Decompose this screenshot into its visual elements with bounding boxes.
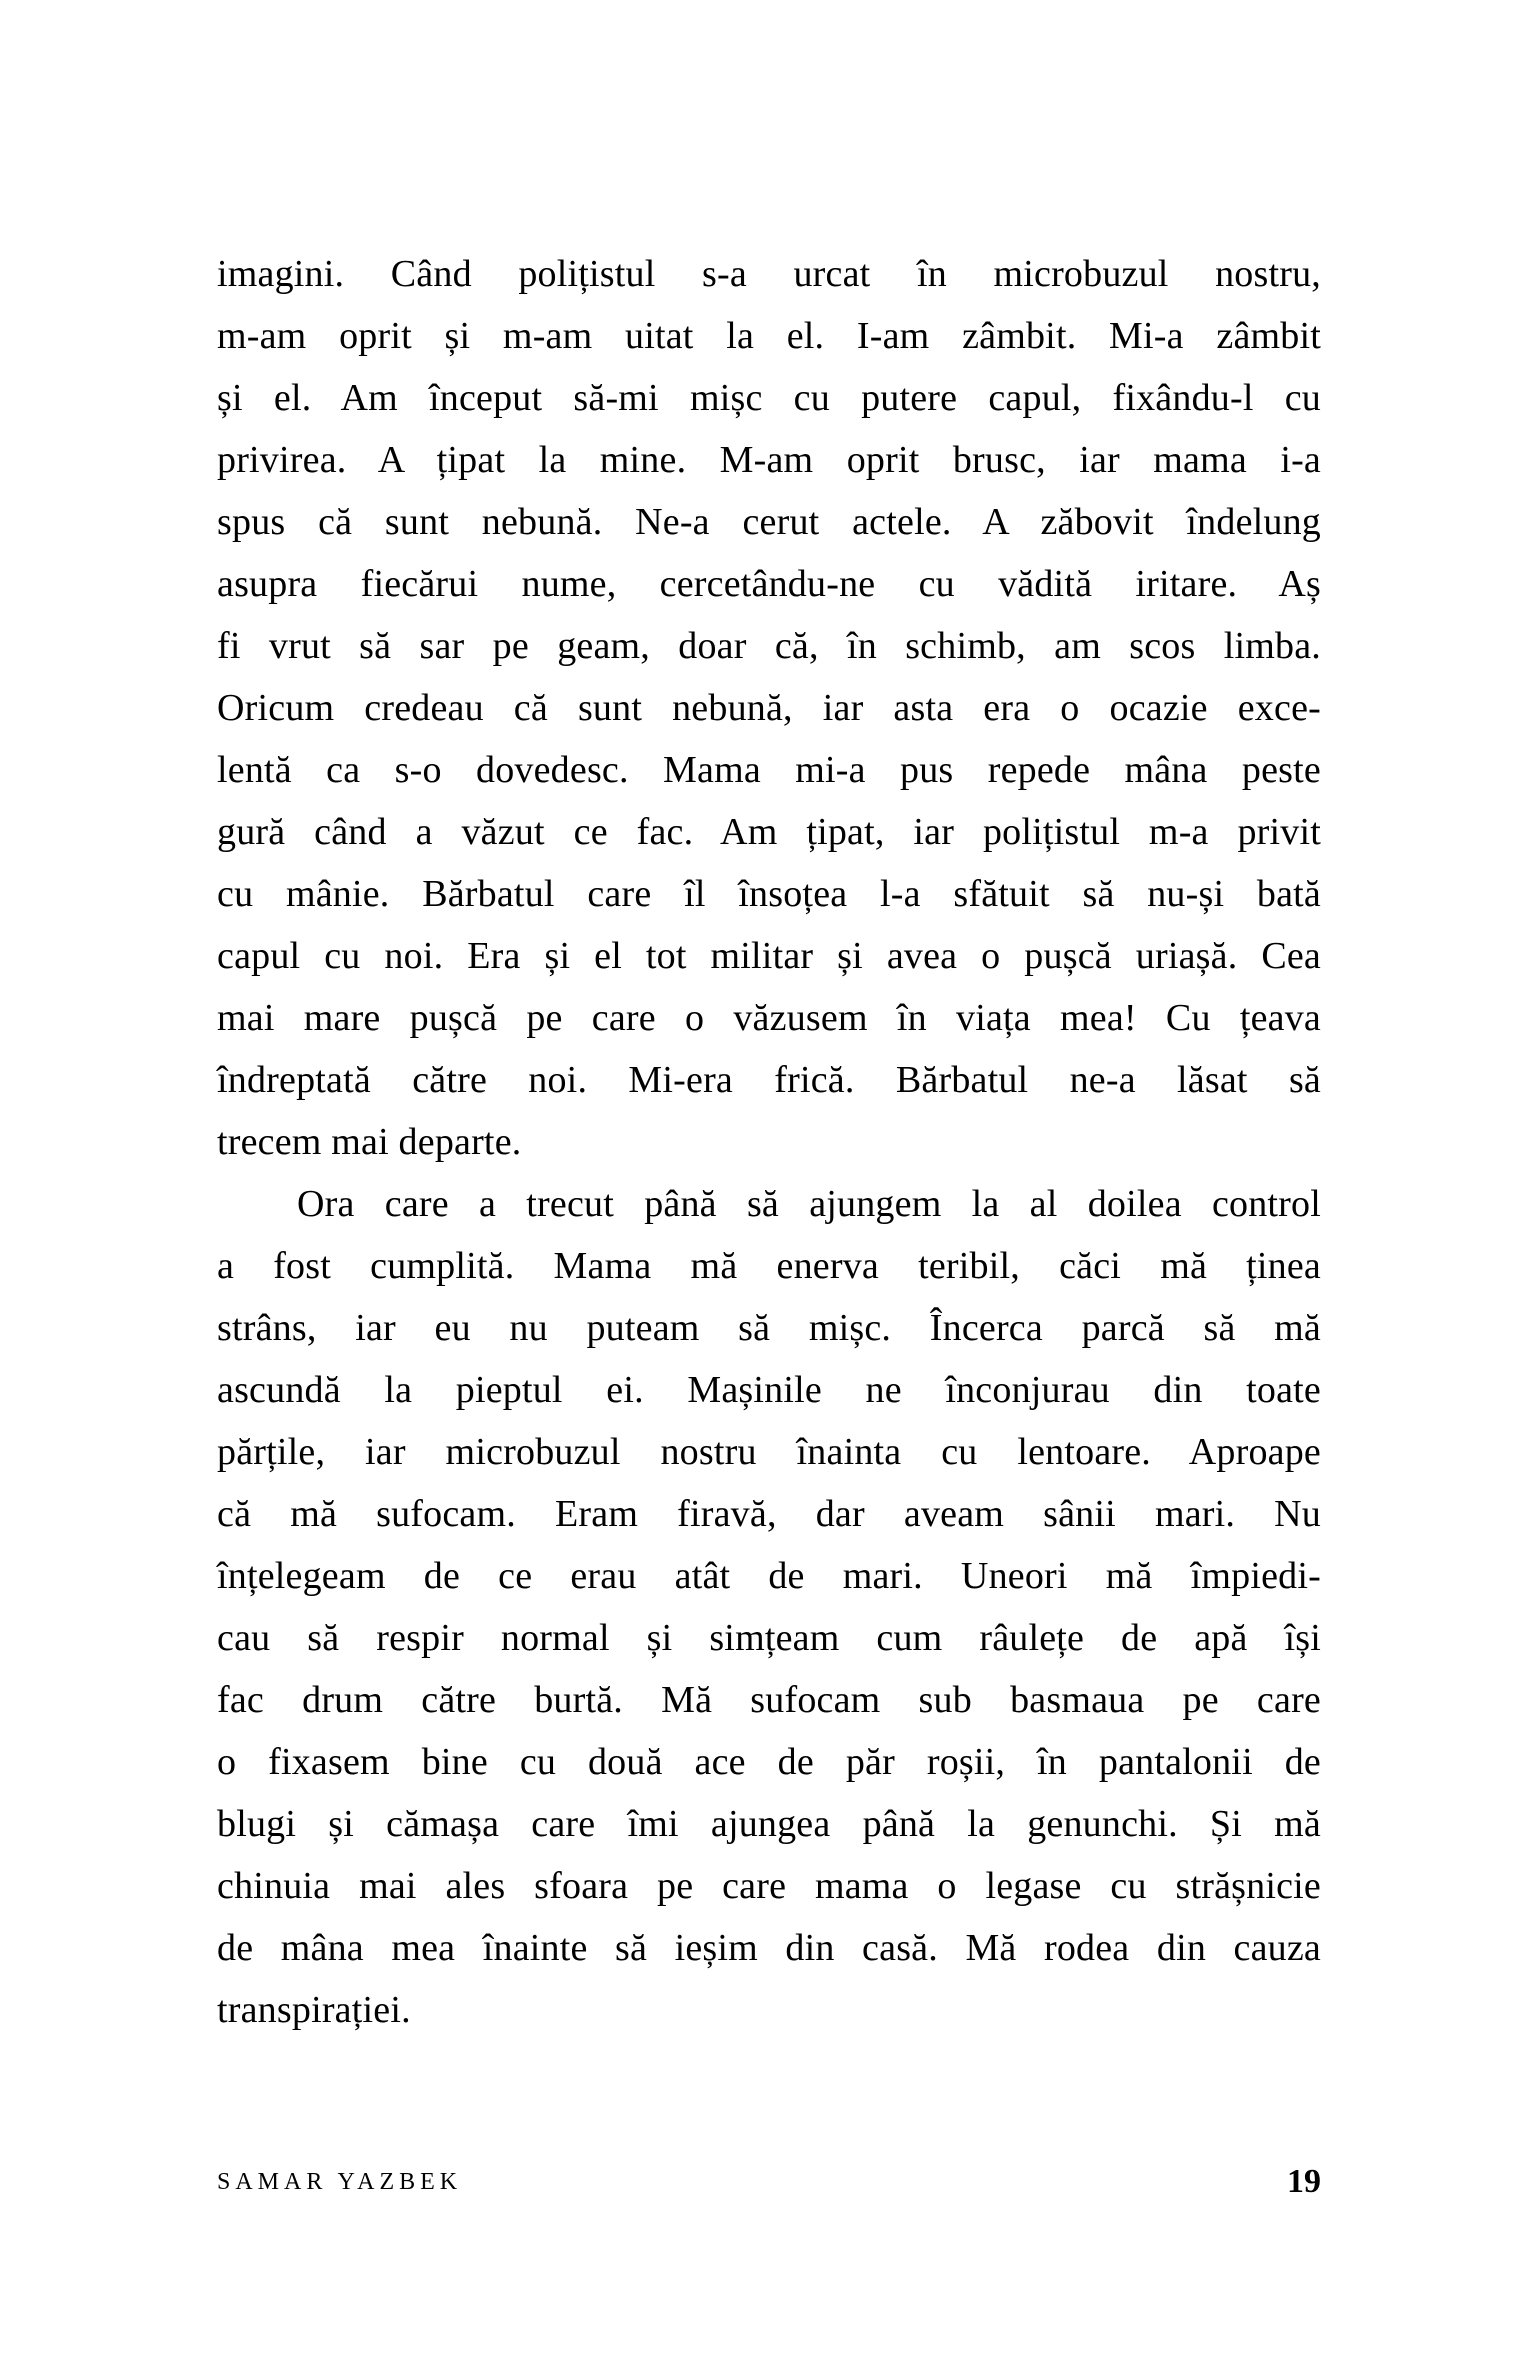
text-line: asupra fiecărui nume, cercetându-ne cu vădită iritare. Aș — [217, 563, 1321, 605]
text-line: transpirației. — [217, 1989, 411, 2031]
text-line: imagini. Când polițistul s-a urcat în microbuzul nostru, — [217, 253, 1321, 295]
text-line: trecem mai departe. — [217, 1121, 522, 1163]
page-body — [217, 243, 1321, 2041]
running-footer-author: SAMAR YAZBEK — [217, 2169, 463, 2195]
text-line: blugi și cămașa care îmi ajungea până la genunchi. Și mă — [217, 1803, 1321, 1845]
paragraph-2 — [217, 1173, 1321, 2041]
text-line: și el. Am început să-mi mișc cu putere capul, fixându-l cu — [217, 377, 1321, 419]
text-line: ascundă la pieptul ei. Mașinile ne înconjurau din toate — [217, 1369, 1321, 1411]
text-line: m-am oprit și m-am uitat la el. I-am zâmbit. Mi-a zâmbit — [217, 315, 1321, 357]
text-line: cu mânie. Bărbatul care îl însoțea l-a sfătuit să nu-și bată — [217, 873, 1321, 915]
text-line: chinuia mai ales sfoara pe care mama o legase cu strășnicie — [217, 1865, 1321, 1907]
text-line: mai mare pușcă pe care o văzusem în viața mea! Cu țeava — [217, 997, 1321, 1039]
page-footer — [217, 2163, 1321, 2203]
text-line: capul cu noi. Era și el tot militar și avea o pușcă uriașă. Cea — [217, 935, 1321, 977]
text-line: că mă sufocam. Eram firavă, dar aveam sânii mari. Nu — [217, 1493, 1321, 1535]
paragraph-1 — [217, 243, 1321, 1173]
text-line: fac drum către burtă. Mă sufocam sub basmaua pe care — [217, 1679, 1321, 1721]
text-line: Ora care a trecut până să ajungem la al doilea control — [297, 1183, 1321, 1225]
text-line: privirea. A țipat la mine. M-am oprit brusc, iar mama i-a — [217, 439, 1321, 481]
page-number: 19 — [1287, 2163, 1321, 2200]
text-line: gură când a văzut ce fac. Am țipat, iar polițistul m-a privit — [217, 811, 1321, 853]
text-line: fi vrut să sar pe geam, doar că, în schimb, am scos limba. — [217, 625, 1321, 667]
text-line: lentă ca s-o dovedesc. Mama mi-a pus repede mâna peste — [217, 749, 1321, 791]
text-line: cau să respir normal și simțeam cum râulețe de apă își — [217, 1617, 1321, 1659]
text-line: îndreptată către noi. Mi-era frică. Bărbatul ne-a lăsat să — [217, 1059, 1321, 1101]
text-line: Oricum credeau că sunt nebună, iar asta era o ocazie exce- — [217, 687, 1321, 729]
text-line: înțelegeam de ce erau atât de mari. Uneori mă împiedi- — [217, 1555, 1321, 1597]
text-line: părțile, iar microbuzul nostru înainta cu lentoare. Aproape — [217, 1431, 1321, 1473]
text-line: strâns, iar eu nu puteam să mișc. Încerca parcă să mă — [217, 1307, 1321, 1349]
text-line: de mâna mea înainte să ieșim din casă. Mă rodea din cauza — [217, 1927, 1321, 1969]
text-line: o fixasem bine cu două ace de păr roșii, în pantalonii de — [217, 1741, 1321, 1783]
text-line: a fost cumplită. Mama mă enerva teribil, căci mă ținea — [217, 1245, 1321, 1287]
text-line: spus că sunt nebună. Ne-a cerut actele. A zăbovit îndelung — [217, 501, 1321, 543]
